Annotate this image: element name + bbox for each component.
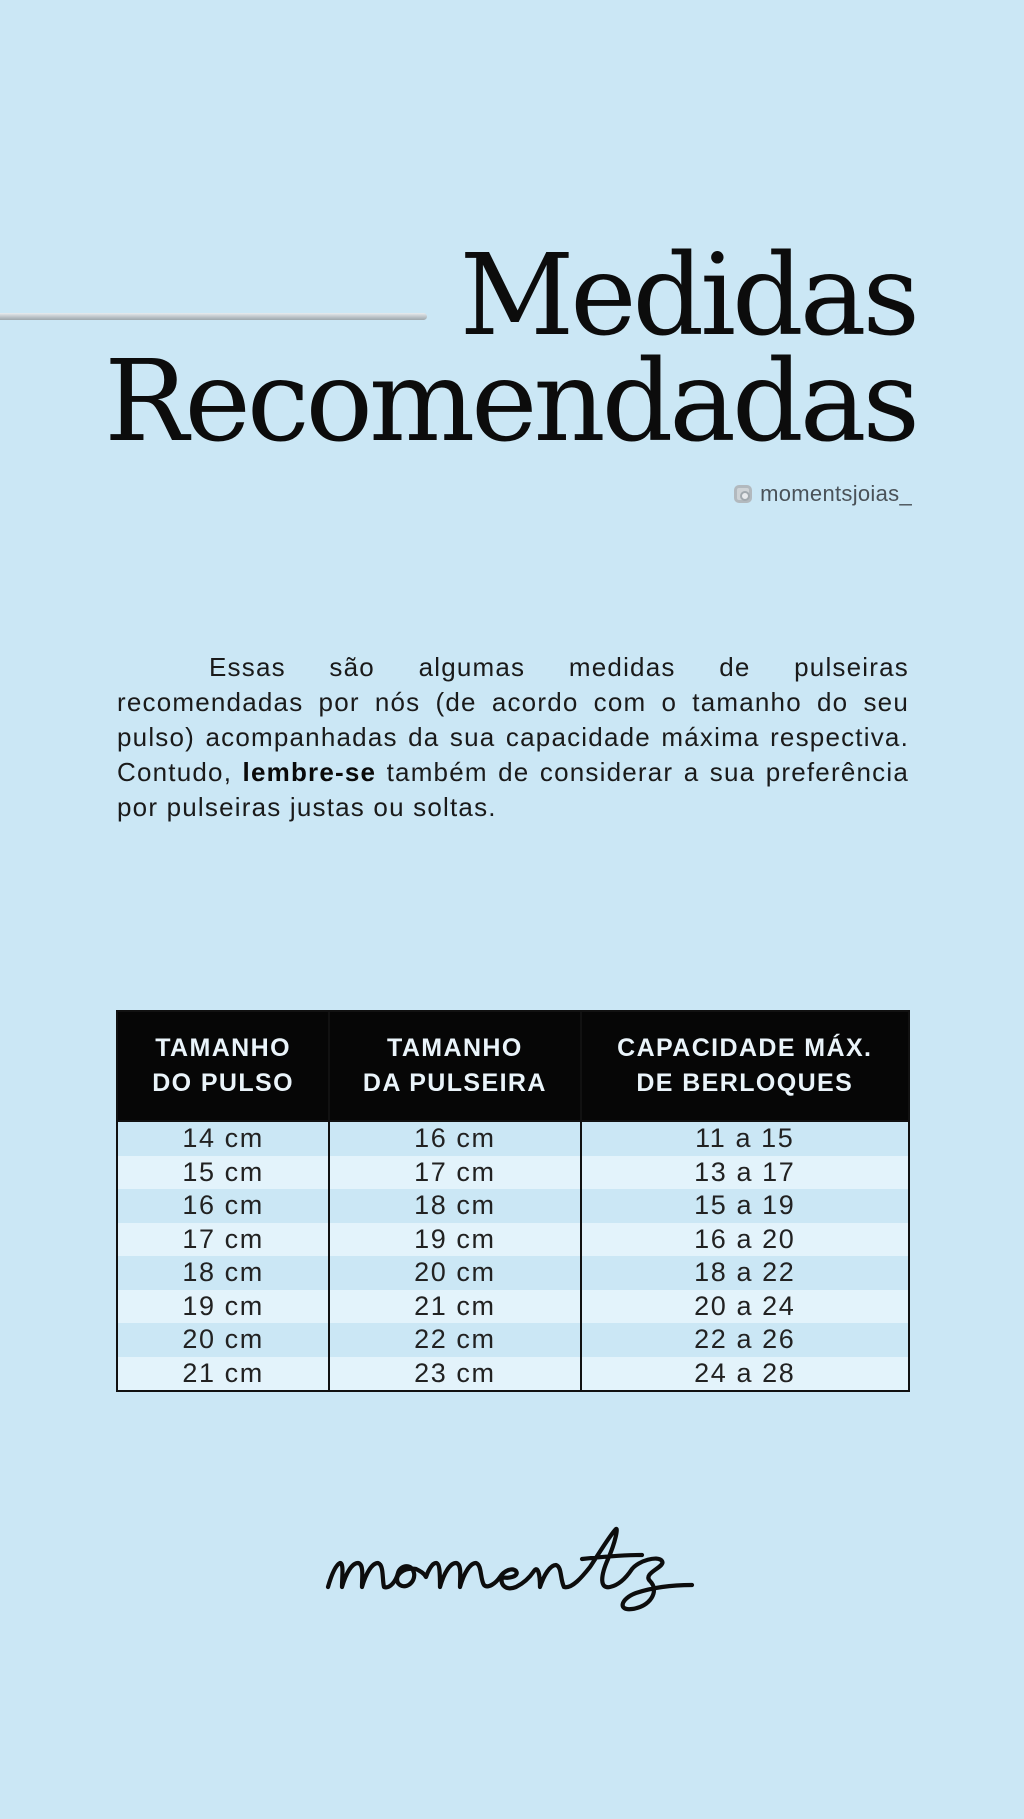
wrist-size-cell: 21 cm	[117, 1357, 329, 1392]
bracelet-size-cell: 17 cm	[329, 1156, 580, 1190]
table-row	[117, 1256, 909, 1290]
charm-capacity-cell: 18 a 22	[581, 1256, 909, 1290]
charm-capacity-cell: 20 a 24	[581, 1290, 909, 1324]
charm-capacity-cell: 11 a 15	[581, 1121, 909, 1156]
table-row	[117, 1290, 909, 1324]
header-charm-capacity	[581, 1011, 909, 1121]
bracelet-size-cell: 19 cm	[329, 1223, 580, 1257]
wrist-size-cell: 15 cm	[117, 1156, 329, 1190]
table-row	[117, 1223, 909, 1257]
wrist-size-cell: 16 cm	[117, 1189, 329, 1223]
wrist-size-cell: 14 cm	[117, 1121, 329, 1156]
size-table	[116, 1010, 910, 1392]
charm-capacity-cell: 22 a 26	[581, 1323, 909, 1357]
header-wrist-size	[117, 1011, 329, 1121]
intro-text-end: também de considerar a sua preferência por pulseiras justas ou soltas.	[117, 757, 909, 822]
charm-capacity-cell: 15 a 19	[581, 1189, 909, 1223]
page-title-line-1: Medidas	[459, 231, 916, 361]
header-bracelet-size-line-1: TAMANHO	[387, 1034, 523, 1062]
social-handle-text: momentsjoias_	[760, 481, 912, 506]
page-title-line-2: Recomendadas	[104, 337, 916, 467]
table-row	[117, 1357, 909, 1392]
page-title	[104, 231, 916, 467]
wrist-size-cell: 17 cm	[117, 1223, 329, 1257]
intro-text-start: Essas são algumas medidas de pulseiras recomendadas por nós (de acordo com o tamanho do seu pulso) acompanhadas da sua capacidade máxima respectiva. Contudo,	[117, 652, 909, 787]
social-handle-link[interactable]	[734, 481, 912, 507]
bracelet-size-cell: 23 cm	[329, 1357, 580, 1392]
wrist-size-cell: 18 cm	[117, 1256, 329, 1290]
bracelet-size-cell: 16 cm	[329, 1121, 580, 1156]
bracelet-size-cell: 20 cm	[329, 1256, 580, 1290]
charm-capacity-cell: 16 a 20	[581, 1223, 909, 1257]
header-charm-capacity-line-1: CAPACIDADE MÁX.	[617, 1034, 873, 1062]
header-wrist-size-line-1: TAMANHO	[155, 1034, 291, 1062]
intro-emphasis: lembre-se	[242, 757, 377, 787]
charm-capacity-cell: 13 a 17	[581, 1156, 909, 1190]
bracelet-size-cell: 21 cm	[329, 1290, 580, 1324]
bracelet-size-cell: 18 cm	[329, 1189, 580, 1223]
charm-capacity-cell: 24 a 28	[581, 1357, 909, 1392]
header-bracelet-size	[329, 1011, 580, 1121]
table-row	[117, 1189, 909, 1223]
table-row	[117, 1323, 909, 1357]
moments-logo	[320, 1515, 710, 1615]
instagram-icon	[734, 485, 752, 503]
header-bracelet-size-line-2: DA PULSEIRA	[362, 1069, 547, 1097]
intro-paragraph	[117, 650, 909, 825]
wrist-size-cell: 20 cm	[117, 1323, 329, 1357]
bracelet-size-cell: 22 cm	[329, 1323, 580, 1357]
table-row	[117, 1121, 909, 1156]
table-row	[117, 1156, 909, 1190]
header-charm-capacity-line-2: DE BERLOQUES	[636, 1069, 854, 1097]
header-wrist-size-line-2: DO PULSO	[152, 1069, 294, 1097]
wrist-size-cell: 19 cm	[117, 1290, 329, 1324]
table-header-row	[117, 1011, 909, 1121]
